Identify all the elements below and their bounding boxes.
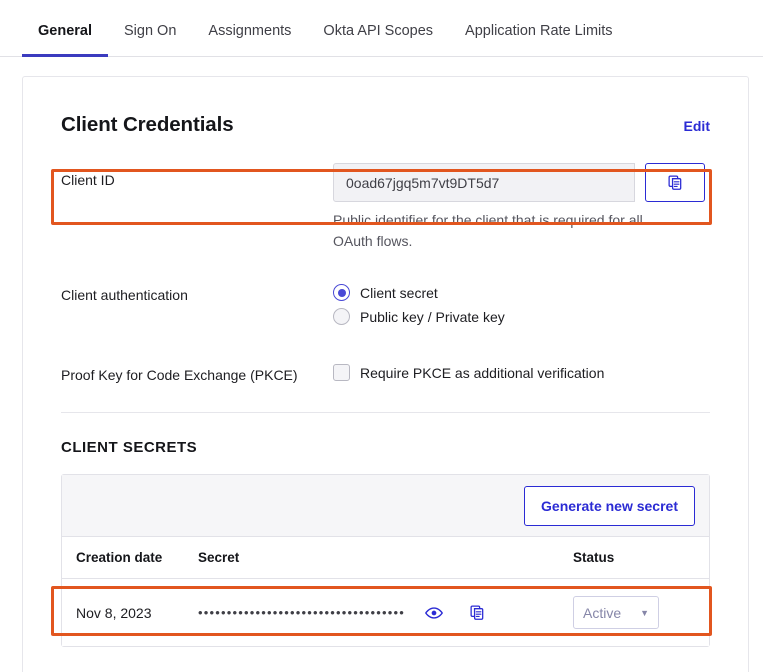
cell-status [559,579,709,647]
secret-masked-value: •••••••••••••••••••••••••••••••••••• [198,605,406,620]
tab-okta-api-scopes[interactable]: Okta API Scopes [323,22,434,39]
section-header [61,113,710,137]
eye-icon [425,606,443,620]
client-authentication-row [61,278,710,332]
client-id-row [61,163,710,252]
client-secrets-toolbar [62,475,709,537]
table-header-row [62,537,709,579]
copy-icon [469,604,486,621]
radio-client-secret-indicator [333,284,350,301]
generate-new-secret-button[interactable]: Generate new secret [524,486,695,526]
chevron-down-icon: ▼ [640,607,649,618]
column-header-status: Status [559,537,709,579]
pkce-label: Proof Key for Code Exchange (PKCE) [61,367,298,383]
status-value: Active [583,604,622,621]
cell-creation-date: Nov 8, 2023 [62,579,184,647]
reveal-secret-button[interactable] [423,602,445,624]
page-title: Client Credentials [61,113,234,136]
client-secrets-table [62,537,709,646]
checkbox-require-pkce-indicator [333,364,350,381]
copy-icon [667,174,684,191]
cell-secret [184,579,559,647]
edit-button[interactable]: Edit [683,118,710,134]
client-secrets-panel [61,474,710,647]
column-header-secret: Secret [184,537,559,579]
tab-general[interactable]: General [22,24,108,58]
client-authentication-label: Client authentication [61,287,188,303]
tab-bar [0,0,763,57]
status-dropdown[interactable] [573,596,659,629]
divider [61,412,710,413]
client-secrets-title: CLIENT SECRETS [61,439,198,456]
tab-sign-on[interactable]: Sign On [124,22,177,39]
copy-client-id-button[interactable] [645,163,705,202]
column-header-creation-date: Creation date [62,537,184,579]
table-row [62,579,709,647]
client-id-label: Client ID [61,172,115,188]
pkce-row [61,358,710,388]
radio-public-private-key-label: Public key / Private key [360,308,505,325]
radio-client-secret[interactable] [333,284,710,301]
tab-application-rate-limits[interactable]: Application Rate Limits [465,22,613,39]
client-id-input[interactable]: 0oad67jgq5m7vt9DT5d7 [333,163,635,202]
checkbox-require-pkce-label: Require PKCE as additional verification [360,364,605,381]
radio-public-private-key-indicator [333,308,350,325]
tab-assignments[interactable]: Assignments [208,22,292,39]
client-id-helper-text: Public identifier for the client that is required for all OAuth flows. [333,212,643,249]
copy-secret-button[interactable] [467,602,489,624]
client-credentials-card [22,76,749,672]
checkbox-require-pkce[interactable] [333,364,710,381]
radio-client-secret-label: Client secret [360,284,438,301]
radio-public-private-key[interactable] [333,308,710,325]
